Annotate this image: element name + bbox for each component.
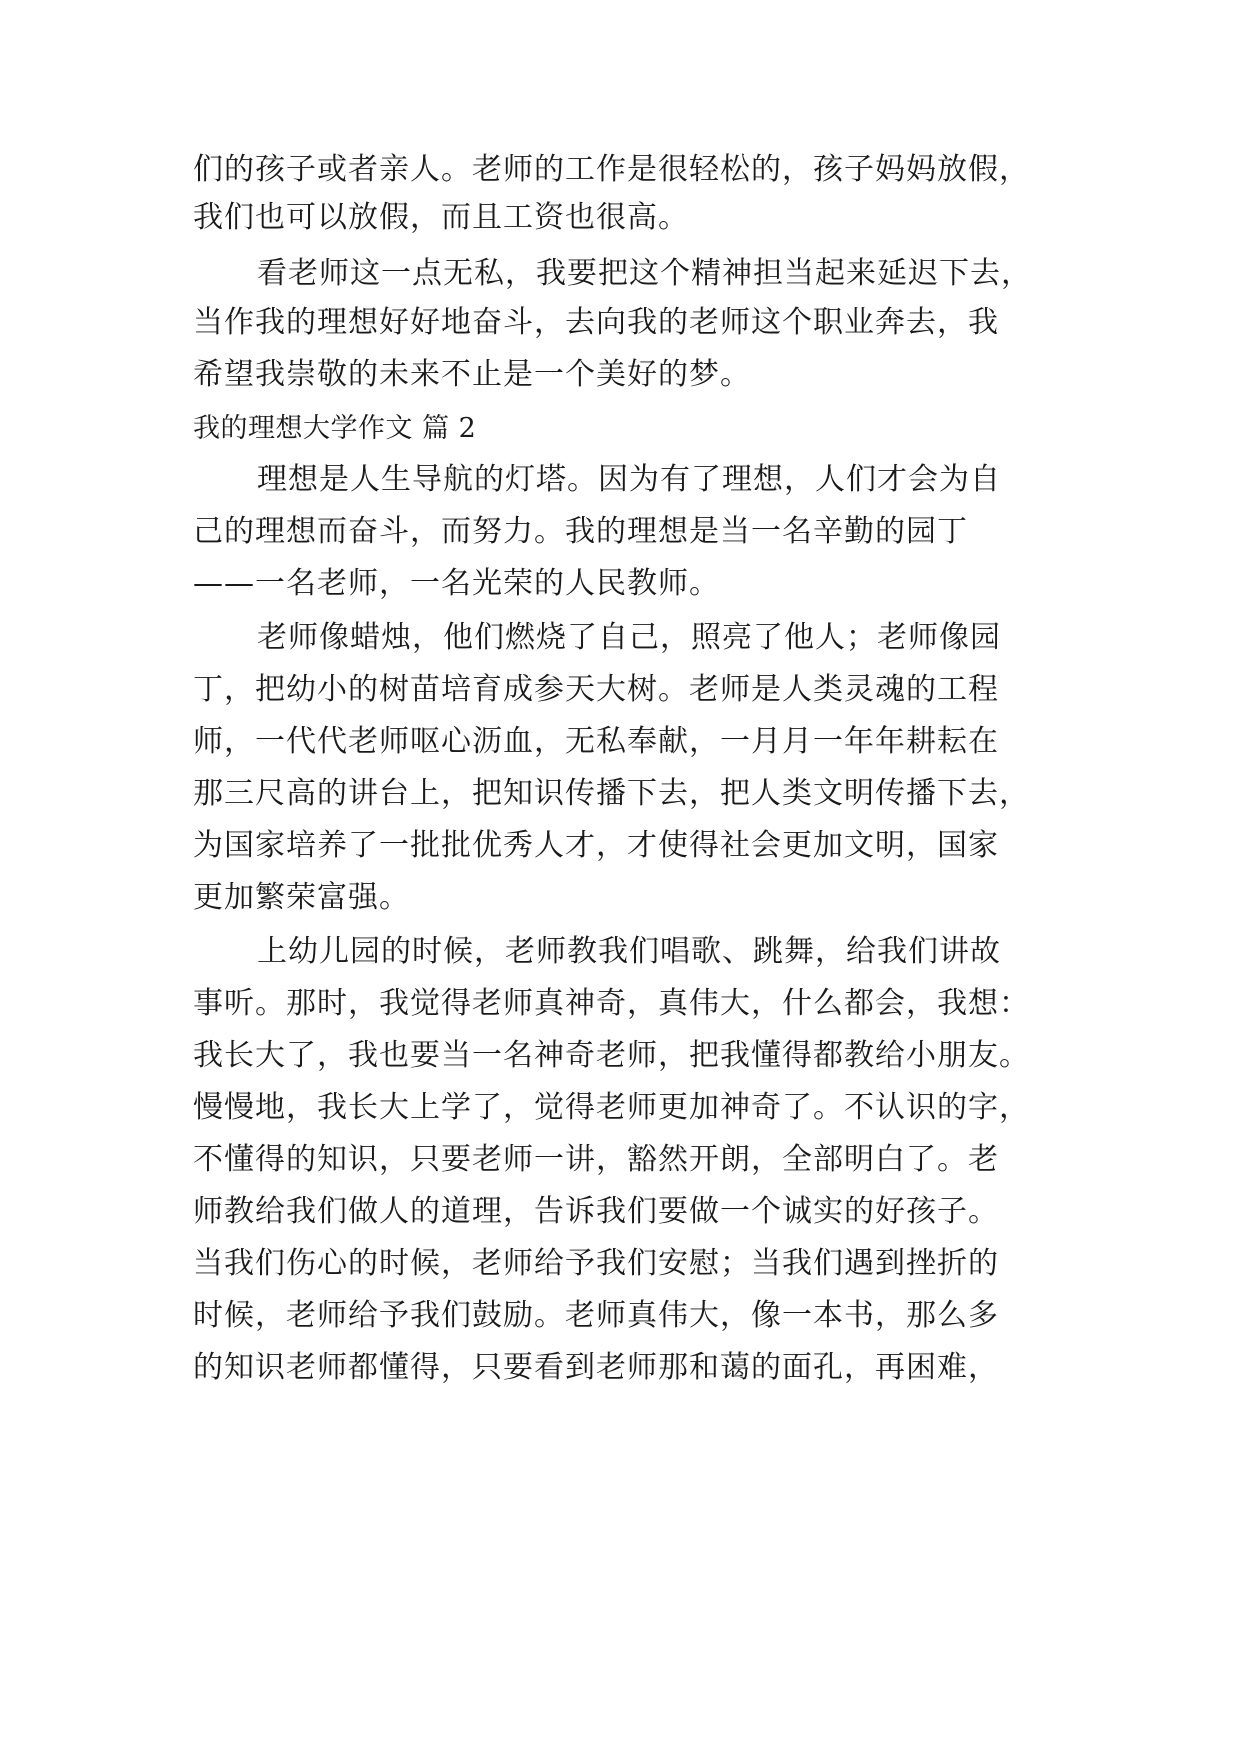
text-line: 师教给我们做人的道理，告诉我们要做一个诚实的好孩子。	[193, 1194, 999, 1229]
text-line: 更加繁荣富强。	[193, 880, 410, 915]
text-line: 老师像蜡烛，他们燃烧了自己，照亮了他人；老师像园	[257, 620, 1001, 655]
text-line: 为国家培养了一批批优秀人才，才使得社会更加文明，国家	[193, 828, 999, 863]
text-line: 我长大了，我也要当一名神奇老师，把我懂得都教给小朋友。	[193, 1038, 1030, 1073]
text-line: 理想是人生导航的灯塔。因为有了理想，人们才会为自	[257, 462, 1001, 497]
section-heading: 我的理想大学作文 篇 2	[193, 413, 477, 444]
text-line: 丁，把幼小的树苗培育成参天大树。老师是人类灵魂的工程	[193, 672, 999, 707]
text-line: 看老师这一点无私，我要把这个精神担当起来延迟下去，	[257, 256, 1032, 291]
text-line: 时候，老师给予我们鼓励。老师真伟大，像一本书，那么多	[193, 1298, 999, 1333]
text-line: 慢慢地，我长大上学了，觉得老师更加神奇了。不认识的字，	[193, 1090, 1030, 1125]
text-line: 己的理想而奋斗，而努力。我的理想是当一名辛勤的园丁	[193, 514, 968, 549]
text-line: 希望我崇敬的未来不止是一个美好的梦。	[193, 357, 751, 392]
text-line: 当我们伤心的时候，老师给予我们安慰；当我们遇到挫折的	[193, 1246, 999, 1281]
text-line: 我们也可以放假，而且工资也很高。	[193, 200, 689, 235]
text-line: 上幼儿园的时候，老师教我们唱歌、跳舞，给我们讲故	[257, 934, 1001, 969]
text-line: 们的孩子或者亲人。老师的工作是很轻松的，孩子妈妈放假，	[193, 152, 1030, 187]
text-line: 那三尺高的讲台上，把知识传播下去，把人类文明传播下去，	[193, 776, 1030, 811]
text-line: 的知识老师都懂得，只要看到老师那和蔼的面孔，再困难，	[193, 1350, 999, 1385]
text-line: 事听。那时，我觉得老师真神奇，真伟大，什么都会，我想：	[193, 986, 1030, 1021]
text-line: 当作我的理想好好地奋斗，去向我的老师这个职业奔去，我	[193, 305, 999, 340]
text-line: 师，一代代老师呕心沥血，无私奉献，一月月一年年耕耘在	[193, 724, 999, 759]
text-line: 不懂得的知识，只要老师一讲，豁然开朗，全部明白了。老	[193, 1142, 999, 1177]
text-line: ——一名老师，一名光荣的人民教师。	[193, 566, 720, 601]
